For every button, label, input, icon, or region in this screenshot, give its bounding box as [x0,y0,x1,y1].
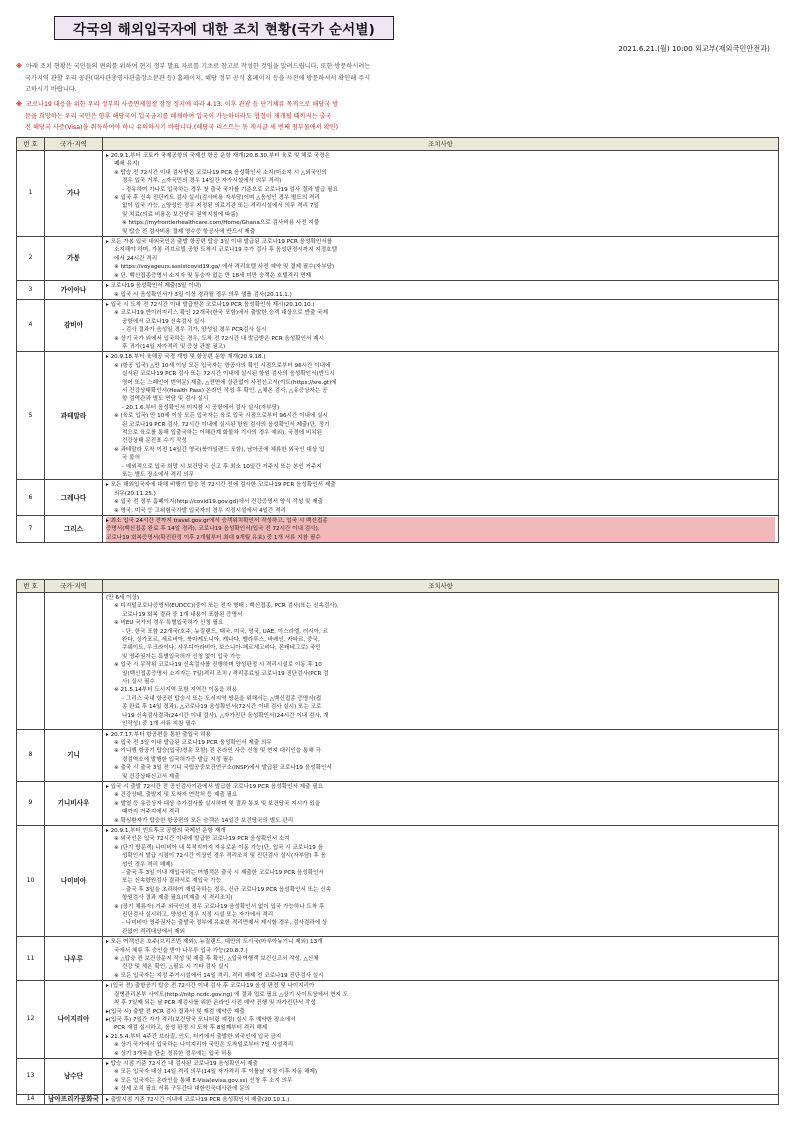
notice-line: 코로나19 대응을 위한 우리 정부의 사증면제협정 잠정 정지에 따라 4.13. 이후 관광 등 단기체류 목적으로 해당국 방 [26,101,339,108]
measure-line: 없이 입국 가능, △양성인 경우 지정된 의료기관 또는 격리시설에서 의무 격리 7일 [122,203,319,210]
measure-line: - 20.1.6.부터 음성확인서 미지참 시 공항에서 검사 실시(자부담) [122,404,280,411]
measure-line: ▸ (입국 전) 출항공기 탑승 전 72시간 이내 검사 후 코로나19 음성 판정 및 나이지리아 [106,983,315,990]
row-number: 7 [17,516,45,543]
country-name: 그레나다 [45,480,103,516]
header-country: 국가·지역 [45,138,103,151]
measure-line: ※ 상세 조치 필요 서류 구두간다 대한민국대사관에 문의 [114,1086,251,1093]
table-header-row [17,138,779,151]
measure-line: ▸ 모든 가봉 입국 내외국인은 출발 항공편 탑승 3일 이내 발급된 코로나19 PCR 음성확인서를 [106,239,333,246]
measure-line: ▸ 최소 입국 24시간 전까지 travel.gov.gr에서 승객위치확인서 작성하고, 입국 시 백신접종 [106,517,775,525]
measure-line: - 출국 후 3일 이내 재입국하는 여행객은 출국 시 제출한 코로나19 PCR 음성확인서 [122,870,324,876]
table-row [17,981,779,1059]
measure-line: ※ △탑승 전 보건상문지 작성 및 제출 후 확인, △입국여행객 보건신고서 작성, △신체 [114,956,319,963]
row-number: 1 [17,151,45,237]
country-name: 기니비사우 [45,781,103,825]
measure-line: ※ 단, 백신접종증명서 소지자 및 동승자 없는 만 18세 미만 승객은 호텔격리 면제 [114,272,312,279]
table-row [17,781,779,825]
row-number: 8 [17,729,45,781]
table-row [17,299,779,351]
measure-cell [103,151,779,237]
measure-line: ※ 코로나19 반이러지리스 확인 22개국(한국 포함)에서 출발한 승객 대상으로 반출 국제 [114,310,328,317]
measures-table-1 [16,137,779,543]
measure-line: ▸ 탑승 시점 기준 72시간 내 검사된 코로나19 음성확인서 제출 [106,1060,258,1067]
measure-cell [103,480,779,516]
measure-line: 사) 실시 필수 [122,679,155,686]
country-name: 가이아나 [45,281,103,300]
page-title: 각국의 해외입국자에 대한 조치 현황(국가 순서별) [54,16,394,40]
measure-line: ※ 입국 시 음성확인서가 3일 이상 경과될 경우 의무 샘플 검사(20.11.1.) [114,291,292,298]
measure-cell [103,299,779,351]
measure-line: ▸(입국 후) 7일간 자가 격리(보건당국 모니터링 예정) 실시 후 예약한 장소에서 [106,1016,296,1023]
measure-line: - 나미비아 영주권자는 출발국 정부에 유효한 격리면제서 제시할 경우, 검사결과에 상 [122,920,328,927]
country-name: 남수단 [45,1058,103,1094]
measure-cell [103,593,779,730]
measure-line: 질병관리본부 사이트(http://nitp.ncdc.gov.ng) 에 결과 업로 필요 △상기 사이트상에서 현지 도 [114,991,349,998]
row-number: 3 [17,281,45,300]
measure-line: 된 코로나19 PCR 검사, 72시간 이내에 실시된 항원 검사의 음성확인서 제출(단, 정기 [122,421,330,428]
notice-2 [16,99,774,134]
measure-line: ※ 탑승 전 72시간 이내 검사받은 코로나19 PCR 음성확인서 소지(미소지 시 △외국인의 [114,169,327,176]
measure-line: 건강 및 체온 확인, △필요 시 기타 검사 실시 [122,964,229,971]
row-number: 4 [17,299,45,351]
measure-cell [103,1058,779,1094]
measure-line: ※ 상기 국가에서 입국하는 나이지리아 국민은 도착일로부터 7일 시설격리 [114,1042,294,1049]
measure-line: PCR 재검 실시하고, 음성 판정 시 도착 후 8일째부터 격리 해제 [114,1025,268,1032]
measure-line: - 예외적으로 입국 희망 시 보건당국 신고 후 최소 10일간 거주지 또는 본인 거주지 [122,463,322,470]
measure-line: ※ 모든 입국자 대상 14일 격리 의무(14일 자가격리 후 이틀날 지정 이후 자동 해제) [114,1069,318,1076]
measure-line: ※ 비EU 국가의 경우 특별입국허가 신청 필요 [114,620,224,627]
measure-line: 폐쇄 유지) [114,161,140,168]
country-name: 남아프리카공화국 [45,1094,103,1104]
table-row [17,825,779,936]
measure-line: 성인 경우 격리 해제) [122,861,173,868]
table-header-row [17,580,779,593]
measure-cell [103,237,779,281]
measure-cell [103,981,779,1059]
notice-line: 고하시기 바랍니다. [25,86,77,94]
measure-line: 관없이 격리대상에서 제외 [122,928,185,935]
measure-line: 및 영주권자는 특별입국허가 신청 없이 입국 가능 [122,653,241,660]
measure-line: ▸ 20.9.18.부터 육해공 국경 개방 및 항공편 운항 재개(20.9.18.) [106,354,266,361]
measure-line: 항원검사 결과 제출 필요(미제출 시 격리조치) [122,895,233,902]
measure-line: ※ 입국 전 3일 이내 발급된 코로나19 PCR 음성확인서 제출 의무 [114,739,272,746]
measure-line: ※ 입국 후 신속 진단키트 검사 실시(검사비용 자부담)이며 △음성인 경우 별도의 격리 [114,195,320,202]
measure-line: ※ 21.5.14부터 도시지역 포함 지역간 이동을 허용 [114,687,238,694]
dateline: 2021.6.21.(월) 10:00 외교부(재외국민안전과) [618,44,770,53]
measure-line: ※ 영국, 미국 등 고위험국가발 입국자의 경우 지정시설에서 4일간 격리 [114,507,286,514]
measure-line: 경검역소에 발행한 입국허가증 발급 지정 필수 [122,756,234,763]
country-name: 감비아 [45,299,103,351]
measure-line: ※ (단기 방문객) 나미비아 내 목적지까지 자유로운 이동 가능(단, 입국 시 코로나19 음 [114,844,323,851]
measure-line: ※ 입국 시 무작위 코로나19 신속검사를 진행하며 양성판정 시 격리시설로 이동 후 10 [114,662,322,669]
measure-line: 증명서(백신접종 완료 후 14일 경과), 코로나19 음성확인서(입국 전 72시간 이내 검사), [106,525,775,533]
measure-line: ▸ 모든 여객선은 호주(브리즈번 제외), 뉴질랜드, 대만의 도시국(마루아뉴기니 제외) 13개 [106,939,323,946]
measure-line: 또는 별도 장소에서 격리 의무 [122,472,194,479]
measure-line: ※ 발열 등 유증상자 대상 추가검사를 실시하며 및 결과 통보 및 보건당국 지시가 있을 [114,800,321,807]
measure-line: 의무(20.11.25.) [114,490,156,497]
country-name [45,593,103,730]
measure-line: - 검사 결과가 음성일 경우 귀가, 양성일 경우 PCR검사 실시 [122,327,267,334]
row-number: 13 [17,1058,45,1094]
measure-line: ※ 출국 시 출국 3일 전 기니 국립공중보건연구소(INSP)에서 발급된 코로나19 음성확인서 [114,765,332,772]
measure-line: ※ 디지털코로나증명서(EUDCC)(중이 또는 전자 형태 : 백신접종, PCR 검사(또는 신속검사), [114,603,339,610]
measure-line: ※ https://voyageurs.assistcovid19.ga/ 에서 격리호텔 사전 예약 및 결제 필수(자부담) [114,264,335,271]
measure-cell [103,1094,779,1104]
measure-line: 또는 신속항원검사 결과서로 재입국 가능 [122,878,221,885]
measure-line: - 그리스 국내 항공편 탑승시 또는 도서지역 방문을 위해서는 △백신접종 증명서(접 [122,695,322,702]
measure-cell [103,729,779,781]
measure-line: ※ (장기 체류자) 거주 외국인의 경우 코로나19 음성확인서 없이 입국 가능하나 도착 후 [114,903,325,910]
measure-line: 종 완료 후 14일 경과), △코로나19 음성확인서(72시간 이내 검사 실시) 또는 코로 [122,704,322,711]
row-number: 2 [17,237,45,281]
measure-line: 일(백신접종증명서 소지자는 7일)격리 조치 / 격리종료일 코로나19 진단검사(PCR 검 [122,670,329,677]
measure-line: 적으로 육로를 통해 입출국하는 이해관계 화물차 기사의 경우 예외), 국경에 비치된 [122,430,323,436]
measure-line: 후 귀가(14일 자가격리 및 증상 관찰 권고) [122,343,226,350]
measure-line: ※ 모든 입국자는 온라인을 통해 E-Visa(evisa.gov.ss) 신청 후 소지 의무 [114,1077,293,1084]
measure-line: 건강상태 문진표 수기 작성 [122,438,187,445]
measures-table-2 [16,579,779,1105]
header-measure: 조치사항 [103,580,779,593]
measure-line: - 단, 한국 포함 22개국(호주, 뉴질랜드, 태국, 미국, 영국, UAE, 이스라엘, 러시아, 르 [122,628,329,635]
measure-line: ※ 모든 입국자는 지정 주거시설에서 14일 격리, 격리 해제 전 코로나19 진단검사 실시 [114,972,324,979]
measure-line: - 출국 후 3일을 초과하여 재입국하는 경우, 신규 코로나19 PCR 음성확인서 또는 신속 [122,886,332,893]
header-measure: 조치사항 [103,138,779,151]
measure-line: ※ 입국 전 정부 홈페이지(http://covid19.gov.gd)에서 건강증명서 양식 작성 및 제출 [114,499,324,506]
table-row [17,480,779,516]
header-num: 번 호 [17,580,45,593]
row-number: 5 [17,352,45,480]
measure-cell [103,352,779,480]
row-number: 6 [17,480,45,516]
measure-line: ※ https://myfrontierhealthcare.com/Home/Ghana으로 검사비용 사전 지불 [122,220,320,227]
country-name: 나미비아 [45,825,103,936]
measure-line: 에서 24시간 격리 [114,255,158,262]
measure-line: 나19 신속검사결과(24시간 이내 검사), △자가진단 음성확인서(24시간 이내 검사, 개 [122,712,329,719]
table-row [17,151,779,237]
country-name: 그리스 [45,516,103,543]
measure-line: 착 후 7일째 되는 날 PCR 재검사를 위한 온라인 사전 예약 진행 및 자가진단서 작성 [114,1000,316,1007]
country-name: 기니 [45,729,103,781]
measure-line: 쿠웨이트, 우크라이나, 사우디아라비아, 보스니아-헤르체고비나, 몬테네그로) 국민 [122,645,321,652]
measure-line: 인작성) 중 1개 서류 지참 필수 [122,721,197,728]
measure-cell [103,825,779,936]
measure-line: ▸ 20.9.1.부터 빈트후크 공항의 국제선 운항 재개 [106,827,226,834]
measure-line: 서 건강상태확인서(Health Pass) 온라인 작성 후 확인, △체온 검사, △유증상자는 공 [122,387,328,394]
measure-line: ※ (육로 입국) 만 10세 이상 모든 입국자는 육로 입국 시점으로부터 96시간 이내에 실시 [114,413,328,420]
measure-line: ※ 건강상태, 출발지 및 도착지 연락처 등 제출 필요 [114,792,238,799]
measure-line: ※ 상기 3개국을 단순 경유한 경우에는 입국 허용 [114,1050,232,1057]
country-name: 나이지리아 [45,981,103,1059]
measure-line: ▸ 20.9.1.부터 코토카 국제공항의 국제선 항공 운항 재개(20.8.30.부터 육로 및 해로 국경은 [106,153,330,159]
measure-line: ▸(입국 시) 출발 전 PCR 검사 결과서 및 재검 예약증 제출 [106,1008,245,1015]
table-row [17,729,779,781]
measure-line: ※ (항공 입국) △만 10세 이상 모든 입국자는 항공사의 확인 시점으로부터 96시간 이내에 [114,362,331,369]
table-row [17,281,779,300]
measure-line: ※ 외국인은 입국 72시간 이내에 발급한 코로나19 PCR 음성확인서 소지 [114,836,290,843]
measure-line: ▸ 20.7.17.부터 항공편을 통한 출입국 허용 [106,731,212,738]
measure-line: ▸ 모든 해외입국자에 대해 비행기 탑승 전 72시간 전에 검사한 코로나19 PCR 음성확인서 제출 [106,482,336,489]
row-number: 10 [17,825,45,936]
measure-line: ※ 과테말라 도착 이전 14일간 영국(북아일랜드 포함), 남아공에 체류한 외국인 대상 입 [114,446,325,453]
notice-mark: ※ [16,101,23,108]
measure-line: (만 6세 이상) [106,595,140,601]
notice-line: 전 해당국 사증(Visa)을 취득하여야 하니 유의하시기 바랍니다.(해당국 리스트는 동 게시글 세 번째 첨부물에서 확인) [25,124,339,132]
measure-line: ▸ 코로나19 음성확인서 제출(3일 이내) [106,283,202,290]
measure-line: 및 치료(의료 비용은 보건당국 권역지침에 따름) [122,211,238,218]
measure-line: 실시된 코로나19 PCR 검사 또는 72시간 이내에 실시된 항원 검사의 음성확인서(반드시 [122,371,335,378]
row-number: 12 [17,981,45,1059]
measure-line: 성확인서 발급 시점이 72시간 이상인 경우 격리조치 및 진단검사 실시(자부담) 후 음 [122,853,326,860]
row-number: 9 [17,781,45,825]
measure-line: 및 탑승 전 검사비용 결제 영수증 항공사에 반드시 제출 [122,228,256,235]
table-row [17,593,779,730]
header-num: 번 호 [17,138,45,151]
measure-line: 영어 또는 스페인어 번역문) 제출, △전면에 상관없이 사전신고서(이트(https://sre.gt)에 [122,379,337,386]
table-row [17,352,779,480]
measure-line: 코로나19 회복증명서(확진판정 이후 2개월부터 최대 9개월 유효) 중 1개 서류 지참 필수 [106,534,775,542]
measure-line: ※ 상기 국가 외에서 입국하는 경우, 도착 전 72시간 내 발급받은 PCR 음성확인서 제시 [114,335,324,342]
table-row [17,1058,779,1094]
measure-line: 코로나19 회복 결과 중 1개 내용이 포함된 증명서 [122,611,243,618]
measure-line: ▸ 입국 시 출발 72시간 전 공인검사기관에서 발급한 코로나19 PCR 음성확인서 제출 필요 [106,783,324,790]
notice-mark: ※ [16,63,23,70]
measure-line: 완다, 싱가포르, 세르비아, 북마케도니아, 캐나다, 벨라루스, 바레인, 카타르, 중국, [122,637,320,644]
row-number: 14 [17,1094,45,1104]
measure-line: ※ 기니행 항공기 탑승(입국/경유 포함) 전 온라인 사증 신청 및 현지 대리인을 통해 극 [114,748,321,755]
row-number: 11 [17,937,45,981]
measure-line: 때까지 거주지에서 격리 [122,809,180,816]
measure-line: 진단검사 실시하고, 양성인 경우 지정 시설 또는 자가에서 격리 [122,912,274,919]
country-name: 나우루 [45,937,103,981]
measure-line: 및 건강상태신고서 제출 [122,773,180,780]
measure-line: ▸ 입국 시 도착 전 72시간 이내 발급받은 코로나19 PCR 음성확인서 제시(20.10.10.) [106,301,315,308]
measure-line: 소지해야 하며, 가봉 리브르빌 공항 도착시 코로나19 추가 검사 후 음성판정시까지 지정호텔 [114,247,337,254]
notice-line: 국가지역 관할 우리 공관(대사관총영사관출장소분관 등) 홈페이지, 해당 정부 공식 홈페이지 등을 사전에 방문하셔서 확인해 주시 [25,74,371,82]
notice-1 [16,61,774,96]
measure-cell [103,281,779,300]
measure-line: 항 검역관과 별도 면담 및 검사 실시 [122,396,209,403]
header-country: 국가·지역 [45,580,103,593]
country-name: 가나 [45,151,103,237]
table-row [17,237,779,281]
measure-line: ▸ 21.5.4.부터 4주간 브라질, 인도, 터키에서 출발한 외국인에 입국 금지 [106,1033,282,1040]
notice-line: 문을 희망하는 우리 국민은 향후 해당국이 입국금지를 해제하여 입국이 가능하더라도 협정이 재개될 때까지는 출국 [25,112,332,120]
measure-line: ※ 확심환자가 탑승한 항공편의 모든 승객은 14일간 보건당국의 별도 관리 [114,817,294,824]
table-row [17,937,779,981]
row-number [17,593,45,730]
table-row [17,516,779,543]
notice-line: 아래 조치 현황은 국민들의 편의를 위하여 현지 정부 발표 자료를 기초로 참고로 작성한 것임을 알려드립니다. 또한 방문하시려는 [26,63,371,70]
country-name: 가봉 [45,237,103,281]
measure-line: 국 불허 [122,455,140,462]
measure-cell [103,516,779,543]
measure-line: - 경유하여 가나로 입국하는 경우 첫 출국 국가를 기준으로 코로나19 검사 결과 발급 필요 [122,186,338,193]
table-row [17,1094,779,1104]
measure-line: ▸ 출발시점 기준 72시간 이내에 코로나19 PCR 음성확인서 제출(20.10.1.) [106,1096,290,1103]
measure-cell [103,781,779,825]
measure-line: 국에서 체류 후 승인을 받아 나우루 입국 가능(20.8.7.) [114,947,248,954]
measure-cell [103,937,779,981]
measure-line: 공항에서 코로나19 신속검사 실시 [122,318,205,325]
measure-line: 경우 입국 거부, △자국민의 경우 14일간 자가시설에서 의무 격리) [122,178,282,185]
country-name: 과테말라 [45,352,103,480]
